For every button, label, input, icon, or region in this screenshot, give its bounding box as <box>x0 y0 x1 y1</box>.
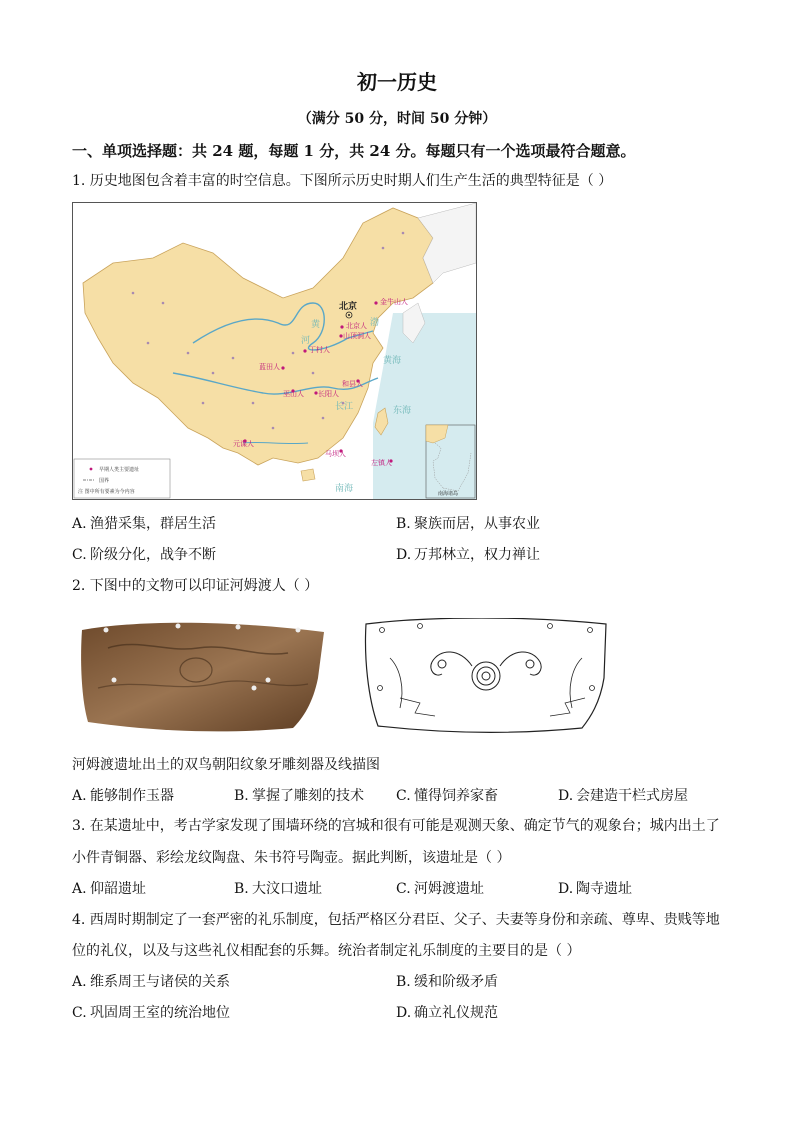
page-subtitle: （满分 50 分，时间 50 分钟） <box>297 111 497 127</box>
option-3c[interactable]: C. 河姆渡遗址 <box>396 881 484 897</box>
option-1c[interactable]: C. 阶级分化，战争不断 <box>72 547 216 563</box>
legend-note: 注 图中所有要素为今内容 <box>78 489 135 495</box>
option-text: 仰韶遗址 <box>90 881 146 897</box>
map-capital-label: 北京 <box>339 302 358 312</box>
map-site-label: 元谋人 <box>233 440 254 448</box>
map-site-label: 北京人 <box>346 322 367 330</box>
option-text: 万邦林立，权力禅让 <box>414 547 540 563</box>
map-site-label: 山顶洞人 <box>343 332 371 340</box>
option-4a[interactable]: A. 维系周王与诸侯的关系 <box>72 974 230 990</box>
map-water-label: 黄海 <box>383 356 402 366</box>
question-3-stem-line1: 3. 在某遗址中，考古学家发现了围墙环绕的宫城和很有可能是观测天象、确定节气的观象台；城内出土了 <box>72 818 720 834</box>
map-site-label: 长阳人 <box>318 390 339 398</box>
question-2-caption: 河姆渡遗址出土的双鸟朝阳纹象牙雕刻器及线描图 <box>72 757 380 773</box>
option-2b[interactable]: B. 掌握了雕刻的技术 <box>234 788 364 804</box>
inset-label: 南海诸岛 <box>438 491 459 497</box>
question-3-stem-line2: 小件青铜器、彩绘龙纹陶盘、朱书符号陶壶。据此判断，该遗址是（ ） <box>72 850 511 866</box>
option-2d[interactable]: D. 会建造干栏式房屋 <box>558 788 688 804</box>
china-map-figure <box>72 202 477 500</box>
map-water-label: 渤 <box>370 318 380 328</box>
map-site-label: 和县人 <box>342 380 363 388</box>
option-text: 陶寺遗址 <box>576 881 632 897</box>
map-site-label: 丁村人 <box>309 346 330 354</box>
china-map-svg <box>73 203 476 499</box>
option-text: 河姆渡遗址 <box>414 881 484 897</box>
ivory-artifact-line-drawing <box>360 618 612 734</box>
map-site-label: 蓝田人 <box>259 363 280 371</box>
option-text: 维系周王与诸侯的关系 <box>90 974 230 990</box>
map-site-label: 巫山人 <box>283 390 304 398</box>
map-legend <box>74 459 170 498</box>
option-text: 渔猎采集，群居生活 <box>90 516 216 532</box>
option-1d[interactable]: D. 万邦林立，权力禅让 <box>396 547 540 563</box>
map-water-label: 南海 <box>335 484 354 494</box>
map-water-label: 河 <box>301 336 311 346</box>
south-china-sea-inset <box>426 425 475 498</box>
option-3b[interactable]: B. 大汶口遗址 <box>234 881 322 897</box>
legend-item: 早期人类主要遗址 <box>99 467 140 473</box>
page-title: 初一历史 <box>357 70 437 94</box>
map-site-label: 左镇人 <box>371 459 392 467</box>
option-text: 巩固周王室的统治地位 <box>90 1005 230 1021</box>
option-4c[interactable]: C. 巩固周王室的统治地位 <box>72 1005 230 1021</box>
section-heading: 一、单项选择题：共 24 题，每题 1 分，共 24 分。每题只有一个选项最符合题意。 <box>72 142 636 160</box>
option-3d[interactable]: D. 陶寺遗址 <box>558 881 632 897</box>
map-site-label: 马坝人 <box>325 450 346 458</box>
option-2a[interactable]: A. 能够制作玉器 <box>72 788 174 804</box>
question-4-stem-line2: 位的礼仪，以及与这些礼仪相配套的乐舞。统治者制定礼乐制度的主要目的是（ ） <box>72 943 581 959</box>
option-3a[interactable]: A. 仰韶遗址 <box>72 881 146 897</box>
option-text: 懂得饲养家畜 <box>414 788 498 804</box>
map-water-label: 长江 <box>335 402 354 412</box>
question-1-stem: 1. 历史地图包含着丰富的时空信息。下图所示历史时期人们生产生活的典型特征是（ ） <box>72 173 613 189</box>
option-4b[interactable]: B. 缓和阶级矛盾 <box>396 974 498 990</box>
option-text: 阶级分化，战争不断 <box>90 547 216 563</box>
option-1b[interactable]: B. 聚族而居，从事农业 <box>396 516 540 532</box>
option-2c[interactable]: C. 懂得饲养家畜 <box>396 788 498 804</box>
option-text: 能够制作玉器 <box>90 788 174 804</box>
map-site-label: 金牛山人 <box>380 298 408 306</box>
map-water-label: 东海 <box>393 406 412 416</box>
option-text: 掌握了雕刻的技术 <box>252 788 364 804</box>
legend-item: 国界 <box>99 478 110 484</box>
option-text: 缓和阶级矛盾 <box>414 974 498 990</box>
question-2-stem: 2. 下图中的文物可以印证河姆渡人（ ） <box>72 578 319 594</box>
option-text: 确立礼仪规范 <box>414 1005 498 1021</box>
option-text: 聚族而居，从事农业 <box>414 516 540 532</box>
option-text: 会建造干栏式房屋 <box>576 788 688 804</box>
map-water-label: 黄 <box>311 320 321 330</box>
question-4-stem-line1: 4. 西周时期制定了一套严密的礼乐制度，包括严格区分君臣、父子、夫妻等身份和亲疏、尊卑、贵贱等地 <box>72 912 720 928</box>
option-4d[interactable]: D. 确立礼仪规范 <box>396 1005 498 1021</box>
option-1a[interactable]: A. 渔猎采集，群居生活 <box>72 516 216 532</box>
ivory-artifact-photo <box>78 618 328 736</box>
option-text: 大汶口遗址 <box>252 881 322 897</box>
